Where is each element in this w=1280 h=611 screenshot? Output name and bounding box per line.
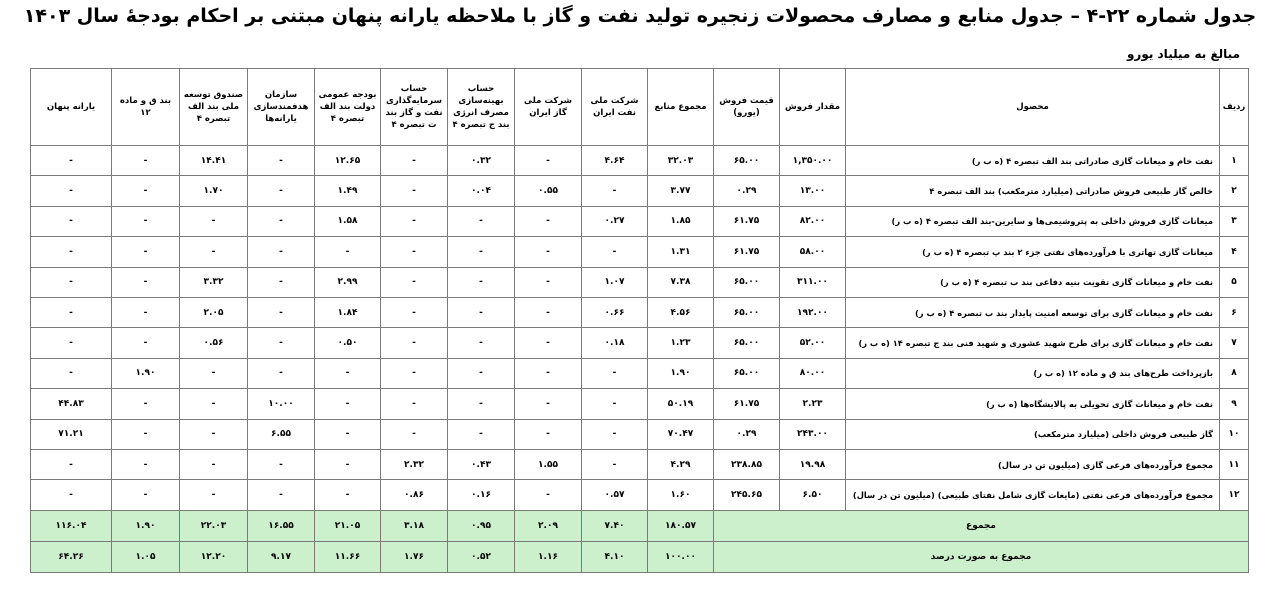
value-cell: ۶۵.۰۰ — [714, 267, 780, 297]
value-cell: - — [112, 267, 180, 297]
row-number-cell: ۵ — [1220, 267, 1249, 297]
value-cell: ۱۰.۰۰ — [248, 389, 315, 419]
table-row — [31, 267, 1249, 297]
value-cell: - — [248, 328, 315, 358]
value-cell: - — [180, 419, 248, 449]
percent-row-value: ۱.۱۶ — [515, 541, 582, 572]
table-row — [31, 297, 1249, 327]
value-cell: ۱.۹۰ — [648, 358, 714, 388]
value-cell: ۶.۵۵ — [248, 419, 315, 449]
value-cell: - — [381, 297, 448, 327]
value-cell: - — [180, 449, 248, 479]
value-cell: ۶.۵۰ — [780, 480, 846, 510]
value-cell: ۰.۲۹ — [714, 419, 780, 449]
value-cell: ۵۰.۱۹ — [648, 389, 714, 419]
value-cell: - — [31, 206, 112, 236]
value-cell: - — [582, 389, 648, 419]
table-row — [31, 146, 1249, 176]
value-cell: ۷۱.۲۱ — [31, 419, 112, 449]
value-cell: - — [515, 419, 582, 449]
value-cell: - — [315, 480, 381, 510]
col-header-ndf: صندوق توسعه ملی بند الف تبصره ۴ — [180, 69, 248, 146]
value-cell: - — [381, 267, 448, 297]
value-cell: ۶۱.۷۵ — [714, 206, 780, 236]
value-cell: ۲.۳۲ — [381, 449, 448, 479]
value-cell: - — [515, 389, 582, 419]
value-cell: - — [315, 449, 381, 479]
col-header-total-resources: مجموع منابع — [648, 69, 714, 146]
value-cell: - — [448, 419, 515, 449]
value-cell: - — [112, 237, 180, 267]
value-cell: ۳۲.۰۳ — [648, 146, 714, 176]
value-cell: - — [381, 237, 448, 267]
row-number-cell: ۴ — [1220, 237, 1249, 267]
value-cell: ۸۰.۰۰ — [780, 358, 846, 388]
value-cell: - — [315, 389, 381, 419]
value-cell: - — [381, 389, 448, 419]
value-cell: ۴.۶۴ — [582, 146, 648, 176]
value-cell: ۰.۲۷ — [582, 206, 648, 236]
table-row — [31, 206, 1249, 236]
row-number-cell: ۶ — [1220, 297, 1249, 327]
value-cell: ۱.۷۰ — [180, 176, 248, 206]
value-cell: - — [515, 358, 582, 388]
resources-table — [30, 68, 1249, 573]
value-cell: ۲۴۵.۶۵ — [714, 480, 780, 510]
percent-row-value: ۱.۷۶ — [381, 541, 448, 572]
value-cell: ۱.۴۹ — [315, 176, 381, 206]
value-cell: ۲۳۸.۸۵ — [714, 449, 780, 479]
value-cell: ۶۱.۷۵ — [714, 237, 780, 267]
value-cell: - — [448, 297, 515, 327]
unit-label: مبالغ به میلیاد یورو — [1126, 47, 1240, 61]
table-row — [31, 237, 1249, 267]
value-cell: ۵۸.۰۰ — [780, 237, 846, 267]
value-cell: - — [448, 206, 515, 236]
value-cell: ۱۳.۰۰ — [780, 176, 846, 206]
page-title: جدول شماره ۲۲-۴ – جدول منابع و مصارف محصولات زنجیره تولید نفت و گاز با ملاحظه یارانه پنهان مبتنی بر احکام بودجهٔ سال ۱۴۰۳ — [23, 5, 1257, 27]
value-cell: ۱,۳۵۰.۰۰ — [780, 146, 846, 176]
value-cell: - — [448, 328, 515, 358]
product-cell: نفت خام و میعانات گازی تحویلی به پالایشگاه‌ها (ه ب ر) — [846, 389, 1220, 419]
totals-row-value: ۱.۹۰ — [112, 510, 180, 541]
value-cell: - — [31, 358, 112, 388]
col-header-subsidy-org: سازمان هدفمندسازی یارانه‌ها — [248, 69, 315, 146]
product-cell: میعانات گازی فروش داخلی به پتروشیمی‌ها و سایرین-بند الف تبصره ۴ (ه ب ر) — [846, 206, 1220, 236]
value-cell: - — [248, 237, 315, 267]
value-cell: ۱.۸۴ — [315, 297, 381, 327]
value-cell: ۰.۸۶ — [381, 480, 448, 510]
value-cell: ۱.۳۱ — [648, 237, 714, 267]
percent-row-value: ۱۱.۶۶ — [315, 541, 381, 572]
value-cell: - — [112, 328, 180, 358]
value-cell: - — [515, 480, 582, 510]
value-cell: - — [248, 358, 315, 388]
value-cell: - — [515, 237, 582, 267]
value-cell: - — [112, 206, 180, 236]
value-cell: ۲.۲۳ — [780, 389, 846, 419]
value-cell: ۶۵.۰۰ — [714, 328, 780, 358]
table-row — [31, 480, 1249, 510]
product-cell: مجموع فرآورده‌های فرعی گازی (میلیون تن در سال) — [846, 449, 1220, 479]
value-cell: ۷۰.۴۷ — [648, 419, 714, 449]
totals-row-value: ۲۲.۰۳ — [180, 510, 248, 541]
value-cell: ۶۵.۰۰ — [714, 297, 780, 327]
value-cell: - — [248, 480, 315, 510]
value-cell: ۱.۵۵ — [515, 449, 582, 479]
percent-row-value: ۴.۱۰ — [582, 541, 648, 572]
percent-row-value: ۶۴.۲۶ — [31, 541, 112, 572]
value-cell: - — [31, 146, 112, 176]
value-cell: ۰.۱۸ — [582, 328, 648, 358]
table-row — [31, 176, 1249, 206]
percent-row-value: ۱۲.۲۰ — [180, 541, 248, 572]
value-cell: - — [381, 176, 448, 206]
value-cell: - — [31, 176, 112, 206]
value-cell: ۶۱.۷۵ — [714, 389, 780, 419]
table-row — [31, 328, 1249, 358]
totals-row-value: ۰.۹۵ — [448, 510, 515, 541]
value-cell: - — [448, 237, 515, 267]
value-cell: ۰.۵۶ — [180, 328, 248, 358]
value-cell: ۰.۵۷ — [582, 480, 648, 510]
value-cell: - — [381, 328, 448, 358]
row-number-cell: ۱ — [1220, 146, 1249, 176]
percent-row-value: ۹.۱۷ — [248, 541, 315, 572]
value-cell: - — [381, 358, 448, 388]
totals-row-label: مجموع — [714, 510, 1249, 541]
value-cell: - — [112, 449, 180, 479]
value-cell: - — [180, 389, 248, 419]
col-header-sales-qty: مقدار فروش — [780, 69, 846, 146]
value-cell: ۲.۰۵ — [180, 297, 248, 327]
totals-row-value: ۱۶.۵۵ — [248, 510, 315, 541]
value-cell: ۰.۴۳ — [448, 449, 515, 479]
value-cell: - — [112, 297, 180, 327]
col-header-sales-price: قیمت فروش (یورو) — [714, 69, 780, 146]
product-cell: نفت خام و میعانات گازی صادراتی بند الف تبصره ۴ (ه ب ر) — [846, 146, 1220, 176]
value-cell: - — [315, 358, 381, 388]
value-cell: - — [515, 206, 582, 236]
value-cell: ۸۲.۰۰ — [780, 206, 846, 236]
value-cell: ۱.۵۸ — [315, 206, 381, 236]
col-header-nigc: شرکت ملی گاز ایران — [515, 69, 582, 146]
percent-row-value: ۱۰۰.۰۰ — [648, 541, 714, 572]
value-cell: - — [315, 419, 381, 449]
value-cell: ۶۵.۰۰ — [714, 358, 780, 388]
totals-row-value: ۳.۱۸ — [381, 510, 448, 541]
value-cell: ۰.۳۲ — [448, 146, 515, 176]
value-cell: ۱۲.۶۵ — [315, 146, 381, 176]
value-cell: - — [448, 389, 515, 419]
product-cell: نفت خام و میعانات گازی برای توسعه امنیت پایدار بند ب تبصره ۴ (ه ب ر) — [846, 297, 1220, 327]
value-cell: ۶۵.۰۰ — [714, 146, 780, 176]
value-cell: - — [248, 267, 315, 297]
percent-row — [31, 541, 1249, 572]
value-cell: ۱۹.۹۸ — [780, 449, 846, 479]
col-header-clause-q: بند ق و ماده ۱۲ — [112, 69, 180, 146]
value-cell: ۰.۰۴ — [448, 176, 515, 206]
value-cell: - — [448, 267, 515, 297]
value-cell: - — [381, 419, 448, 449]
col-header-oil-gas-invest: حساب سرمایه‌گذاری نفت و گاز بند ت تبصره ۴ — [381, 69, 448, 146]
row-number-cell: ۳ — [1220, 206, 1249, 236]
value-cell: - — [31, 328, 112, 358]
value-cell: - — [112, 419, 180, 449]
value-cell: ۴.۵۶ — [648, 297, 714, 327]
row-number-cell: ۸ — [1220, 358, 1249, 388]
value-cell: - — [448, 358, 515, 388]
value-cell: - — [515, 297, 582, 327]
table-row — [31, 419, 1249, 449]
col-header-hidden-subsidy: یارانه پنهان — [31, 69, 112, 146]
row-number-cell: ۱۱ — [1220, 449, 1249, 479]
value-cell: - — [180, 206, 248, 236]
table-row — [31, 358, 1249, 388]
col-header-gov-budget: بودجه عمومی دولت بند الف تبصره ۴ — [315, 69, 381, 146]
value-cell: ۰.۱۶ — [448, 480, 515, 510]
value-cell: - — [31, 480, 112, 510]
value-cell: ۰.۲۹ — [714, 176, 780, 206]
value-cell: ۱۴.۴۱ — [180, 146, 248, 176]
value-cell: - — [515, 267, 582, 297]
percent-row-label: مجموع به صورت درصد — [714, 541, 1249, 572]
value-cell: ۰.۵۰ — [315, 328, 381, 358]
totals-row-value: ۱۱۶.۰۴ — [31, 510, 112, 541]
product-cell: نفت خام و میعانات گازی تقویت بنیه دفاعی بند ب تبصره ۴ (ه ب ر) — [846, 267, 1220, 297]
value-cell: ۲۴۳.۰۰ — [780, 419, 846, 449]
value-cell: - — [248, 297, 315, 327]
table-row — [31, 389, 1249, 419]
header-row — [31, 69, 1249, 146]
value-cell: ۲.۹۹ — [315, 267, 381, 297]
row-number-cell: ۲ — [1220, 176, 1249, 206]
value-cell: - — [31, 267, 112, 297]
value-cell: - — [582, 358, 648, 388]
value-cell: - — [381, 146, 448, 176]
row-number-cell: ۱۲ — [1220, 480, 1249, 510]
value-cell: - — [180, 480, 248, 510]
product-cell: نفت خام و میعانات گازی برای طرح شهید عشوری و شهید فنی بند ج تبصره ۱۴ (ه ب ر) — [846, 328, 1220, 358]
percent-row-value: ۱.۰۵ — [112, 541, 180, 572]
value-cell: - — [180, 358, 248, 388]
percent-row-value: ۰.۵۲ — [448, 541, 515, 572]
value-cell: ۴۴.۸۳ — [31, 389, 112, 419]
value-cell: - — [582, 237, 648, 267]
value-cell: ۱.۸۵ — [648, 206, 714, 236]
value-cell: ۵۲.۰۰ — [780, 328, 846, 358]
col-header-product: محصول — [846, 69, 1220, 146]
row-number-cell: ۷ — [1220, 328, 1249, 358]
table-body — [31, 146, 1249, 573]
product-cell: گاز طبیعی فروش داخلی (میلیارد مترمکعب) — [846, 419, 1220, 449]
value-cell: - — [31, 237, 112, 267]
col-header-row-no: ردیف — [1220, 69, 1249, 146]
value-cell: - — [180, 237, 248, 267]
value-cell: - — [515, 146, 582, 176]
value-cell: - — [381, 206, 448, 236]
value-cell: ۳.۷۷ — [648, 176, 714, 206]
value-cell: - — [515, 328, 582, 358]
totals-row-value: ۲۱.۰۵ — [315, 510, 381, 541]
value-cell: - — [582, 176, 648, 206]
value-cell: ۱.۰۷ — [582, 267, 648, 297]
product-cell: مجموع فرآورده‌های فرعی نفتی (مایعات گازی شامل نفتای طبیعی) (میلیون تن در سال) — [846, 480, 1220, 510]
value-cell: - — [582, 419, 648, 449]
value-cell: ۷.۳۸ — [648, 267, 714, 297]
row-number-cell: ۹ — [1220, 389, 1249, 419]
value-cell: - — [315, 237, 381, 267]
product-cell: میعانات گازی تهاتری با فرآورده‌های نفتی جزء ۲ بند پ تبصره ۴ (ه ب ر) — [846, 237, 1220, 267]
col-header-nioc: شرکت ملی نفت ایران — [582, 69, 648, 146]
value-cell: ۰.۶۶ — [582, 297, 648, 327]
value-cell: - — [112, 176, 180, 206]
table-row — [31, 449, 1249, 479]
col-header-energy-opt: حساب بهینه‌سازی مصرف انرژی بند ج تبصره ۴ — [448, 69, 515, 146]
value-cell: ۱۹۲.۰۰ — [780, 297, 846, 327]
value-cell: ۴.۲۹ — [648, 449, 714, 479]
totals-row-value: ۲.۰۹ — [515, 510, 582, 541]
row-number-cell: ۱۰ — [1220, 419, 1249, 449]
value-cell: ۳۱۱.۰۰ — [780, 267, 846, 297]
value-cell: - — [31, 449, 112, 479]
value-cell: - — [31, 297, 112, 327]
value-cell: - — [112, 480, 180, 510]
value-cell: ۰.۵۵ — [515, 176, 582, 206]
totals-row — [31, 510, 1249, 541]
product-cell: خالص گاز طبیعی فروش صادراتی (میلیارد مترمکعب) بند الف تبصره ۴ — [846, 176, 1220, 206]
value-cell: ۱.۹۰ — [112, 358, 180, 388]
totals-row-value: ۱۸۰.۵۷ — [648, 510, 714, 541]
value-cell: - — [112, 389, 180, 419]
value-cell: ۱.۲۳ — [648, 328, 714, 358]
value-cell: ۳.۳۲ — [180, 267, 248, 297]
value-cell: - — [248, 146, 315, 176]
totals-row-value: ۷.۴۰ — [582, 510, 648, 541]
value-cell: - — [248, 449, 315, 479]
value-cell: - — [248, 176, 315, 206]
value-cell: - — [248, 206, 315, 236]
product-cell: بازپرداخت طرح‌های بند ق و ماده ۱۲ (ه ب ر) — [846, 358, 1220, 388]
value-cell: ۱.۶۰ — [648, 480, 714, 510]
value-cell: - — [582, 449, 648, 479]
value-cell: - — [112, 146, 180, 176]
